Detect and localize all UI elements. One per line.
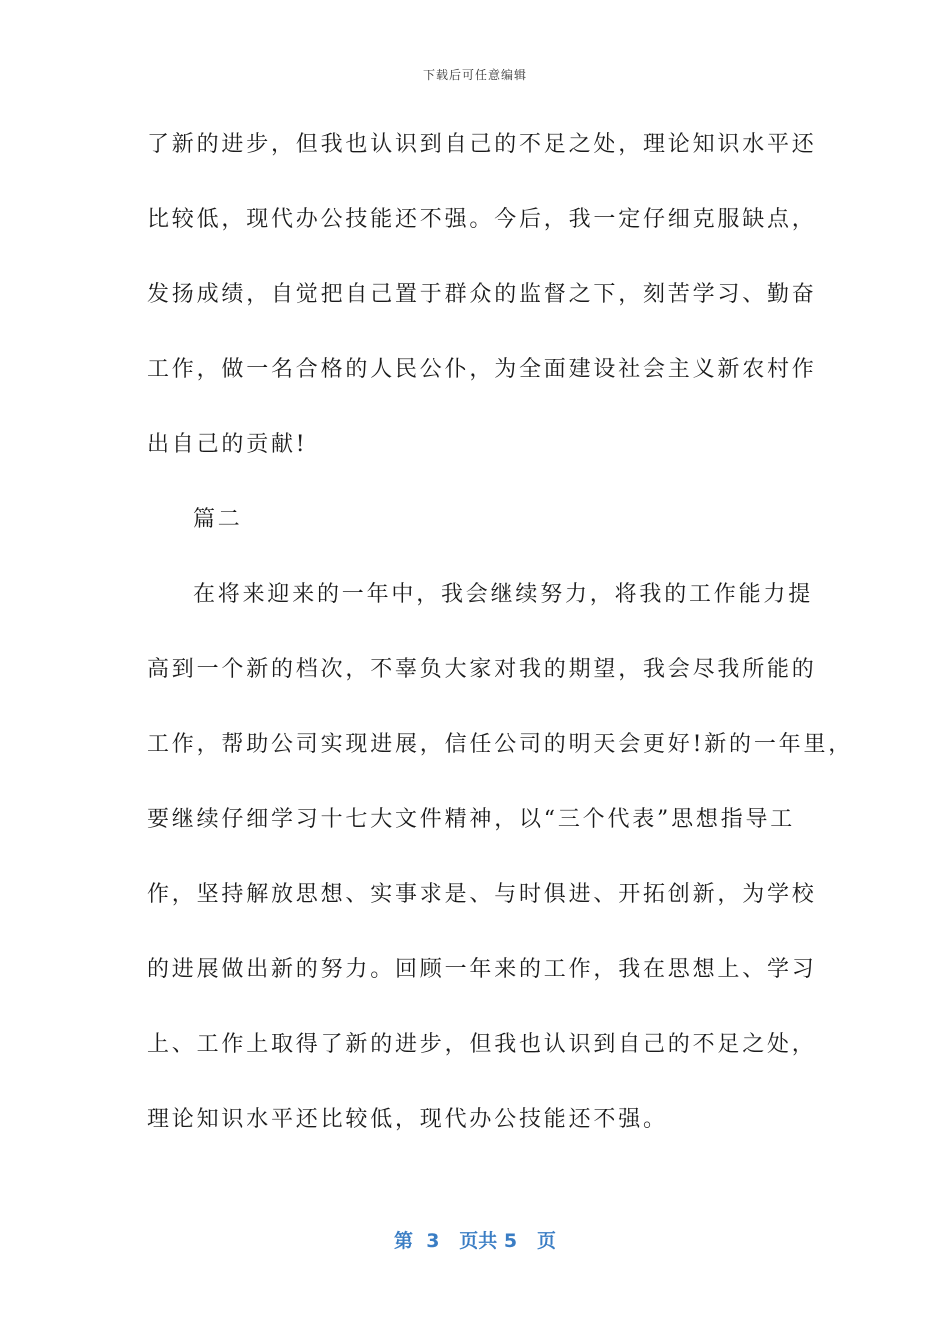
body-line-3: 发扬成绩，自觉把自己置于群众的监督之下，刻苦学习、勤奋 bbox=[147, 282, 817, 307]
body-line-8: 高到一个新的档次，不辜负大家对我的期望，我会尽我所能的 bbox=[147, 657, 817, 682]
body-line-7: 在将来迎来的一年中，我会继续努力，将我的工作能力提 bbox=[193, 582, 814, 607]
body-line-2: 比较低，现代办公技能还不强。今后，我一定仔细克服缺点， bbox=[147, 207, 817, 232]
body-line-5: 出自己的贡献! bbox=[147, 432, 308, 457]
body-line-9: 工作，帮助公司实现进展，信任公司的明天会更好!新的一年里， bbox=[147, 732, 854, 757]
body-line-13: 上、工作上取得了新的进步，但我也认识到自己的不足之处， bbox=[147, 1032, 817, 1057]
body-line-12: 的进展做出新的努力。回顾一年来的工作，我在思想上、学习 bbox=[147, 957, 817, 982]
page-header: 下载后可任意编辑 bbox=[422, 68, 527, 82]
body-line-11: 作，坚持解放思想、实事求是、与时俱进、开拓创新，为学校 bbox=[147, 882, 817, 907]
body-line-4: 工作，做一名合格的人民公仆，为全面建设社会主义新农村作 bbox=[147, 357, 817, 382]
page-number: 第 3 页共 5 页 bbox=[394, 1230, 556, 1252]
body-line-1: 了新的进步，但我也认识到自己的不足之处，理论知识水平还 bbox=[147, 132, 817, 157]
body-line-14: 理论知识水平还比较低，现代办公技能还不强。 bbox=[147, 1107, 668, 1132]
section-heading: 篇二 bbox=[193, 507, 243, 532]
body-line-10: 要继续仔细学习十七大文件精神，以“三个代表”思想指导工 bbox=[147, 807, 796, 832]
